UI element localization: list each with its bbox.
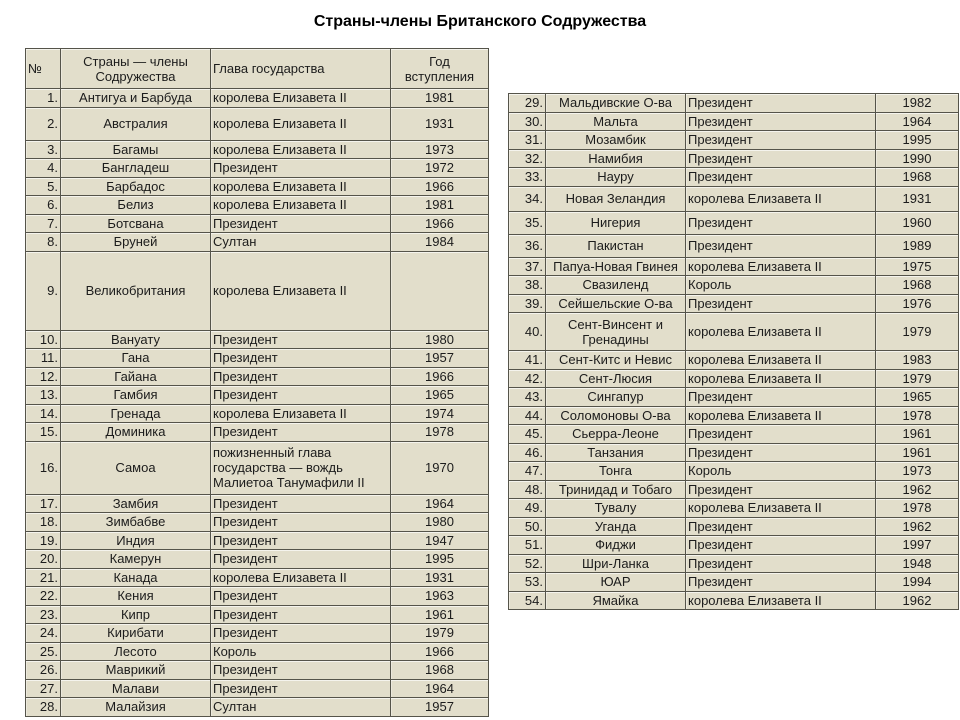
- row-number-cell: 44.: [509, 406, 546, 425]
- year-cell: 1931: [876, 186, 959, 211]
- table-row: [509, 517, 959, 536]
- head-of-state-cell: Султан: [211, 233, 391, 252]
- head-of-state-cell: Президент: [211, 679, 391, 698]
- country-cell: Мозамбик: [546, 131, 686, 150]
- head-of-state-cell: Президент: [686, 517, 876, 536]
- year-cell: 1974: [391, 404, 489, 423]
- country-cell: Зимбабве: [61, 513, 211, 532]
- table-row: [509, 369, 959, 388]
- row-number-cell: 50.: [509, 517, 546, 536]
- table-row: [509, 573, 959, 592]
- head-of-state-cell: королева Елизавета II: [211, 196, 391, 215]
- column-header-year: Год вступления: [391, 49, 489, 89]
- country-cell: Фиджи: [546, 536, 686, 555]
- row-number-cell: 21.: [26, 568, 61, 587]
- country-cell: Маврикий: [61, 661, 211, 680]
- country-cell: Сьерра-Леоне: [546, 425, 686, 444]
- country-cell: Бруней: [61, 233, 211, 252]
- head-of-state-cell: Президент: [211, 159, 391, 178]
- country-cell: Папуа-Новая Гвинея: [546, 257, 686, 276]
- year-cell: 1966: [391, 367, 489, 386]
- row-number-cell: 49.: [509, 499, 546, 518]
- head-of-state-cell: Президент: [211, 349, 391, 368]
- row-number-cell: 14.: [26, 404, 61, 423]
- page-title: Страны-члены Британского Содружества: [313, 13, 647, 30]
- year-cell: 1960: [876, 211, 959, 234]
- country-cell: Малави: [61, 679, 211, 698]
- year-cell: [391, 251, 489, 330]
- country-cell: Кирибати: [61, 624, 211, 643]
- table-row: [509, 149, 959, 168]
- year-cell: 1978: [876, 499, 959, 518]
- head-of-state-cell: королева Елизавета II: [211, 107, 391, 140]
- country-cell: Малайзия: [61, 698, 211, 717]
- head-of-state-cell: Президент: [686, 536, 876, 555]
- head-of-state-cell: Президент: [686, 554, 876, 573]
- country-cell: Гамбия: [61, 386, 211, 405]
- table-row: [26, 441, 489, 494]
- head-of-state-cell: Президент: [211, 214, 391, 233]
- head-of-state-cell: королева Елизавета II: [211, 177, 391, 196]
- country-cell: Камерун: [61, 550, 211, 569]
- country-cell: Сент-Китс и Невис: [546, 351, 686, 370]
- row-number-cell: 10.: [26, 330, 61, 349]
- row-number-cell: 52.: [509, 554, 546, 573]
- row-number-cell: 39.: [509, 294, 546, 313]
- year-cell: 1990: [876, 149, 959, 168]
- header-row: [26, 49, 489, 89]
- year-cell: 1961: [876, 425, 959, 444]
- country-cell: Новая Зеландия: [546, 186, 686, 211]
- head-of-state-cell: королева Елизавета II: [686, 406, 876, 425]
- head-of-state-cell: Президент: [686, 211, 876, 234]
- table-row: [26, 251, 489, 330]
- country-cell: Бангладеш: [61, 159, 211, 178]
- year-cell: 1983: [876, 351, 959, 370]
- year-cell: 1972: [391, 159, 489, 178]
- head-of-state-cell: Президент: [686, 168, 876, 187]
- row-number-cell: 40.: [509, 313, 546, 351]
- head-of-state-cell: Президент: [686, 573, 876, 592]
- row-number-cell: 41.: [509, 351, 546, 370]
- head-of-state-cell: Король: [211, 642, 391, 661]
- year-cell: 1966: [391, 642, 489, 661]
- table-row: [26, 624, 489, 643]
- head-of-state-cell: Президент: [686, 480, 876, 499]
- year-cell: 1962: [876, 480, 959, 499]
- head-of-state-cell: Президент: [211, 605, 391, 624]
- year-cell: 1964: [876, 112, 959, 131]
- row-number-cell: 32.: [509, 149, 546, 168]
- table-row: [509, 313, 959, 351]
- row-number-cell: 27.: [26, 679, 61, 698]
- country-cell: Антигуа и Барбуда: [61, 89, 211, 108]
- country-cell: Белиз: [61, 196, 211, 215]
- year-cell: 1984: [391, 233, 489, 252]
- table-row: [26, 513, 489, 532]
- table-row: [509, 388, 959, 407]
- country-cell: Танзания: [546, 443, 686, 462]
- year-cell: 1975: [876, 257, 959, 276]
- head-of-state-cell: Президент: [211, 531, 391, 550]
- country-cell: Лесото: [61, 642, 211, 661]
- year-cell: 1931: [391, 107, 489, 140]
- country-cell: Намибия: [546, 149, 686, 168]
- head-of-state-cell: королева Елизавета II: [211, 251, 391, 330]
- country-cell: Кипр: [61, 605, 211, 624]
- year-cell: 1962: [876, 517, 959, 536]
- head-of-state-cell: Президент: [211, 423, 391, 442]
- table-row: [26, 107, 489, 140]
- year-cell: 1961: [876, 443, 959, 462]
- row-number-cell: 16.: [26, 441, 61, 494]
- row-number-cell: 46.: [509, 443, 546, 462]
- country-cell: Багамы: [61, 140, 211, 159]
- table-row: [26, 349, 489, 368]
- table-row: [509, 234, 959, 257]
- row-number-cell: 54.: [509, 591, 546, 610]
- year-cell: 1931: [391, 568, 489, 587]
- year-cell: 1965: [391, 386, 489, 405]
- head-of-state-cell: Президент: [686, 443, 876, 462]
- row-number-cell: 35.: [509, 211, 546, 234]
- year-cell: 1980: [391, 513, 489, 532]
- head-of-state-cell: Президент: [211, 587, 391, 606]
- year-cell: 1978: [391, 423, 489, 442]
- country-cell: Австралия: [61, 107, 211, 140]
- year-cell: 1989: [876, 234, 959, 257]
- country-cell: Индия: [61, 531, 211, 550]
- row-number-cell: 7.: [26, 214, 61, 233]
- row-number-cell: 11.: [26, 349, 61, 368]
- country-cell: Свазиленд: [546, 276, 686, 295]
- head-of-state-cell: королева Елизавета II: [211, 404, 391, 423]
- column-header-country: Страны — члены Содружества: [61, 49, 211, 89]
- row-number-cell: 4.: [26, 159, 61, 178]
- table-row: [26, 679, 489, 698]
- table-row: [26, 386, 489, 405]
- head-of-state-cell: пожизненный глава государства — вождь Малиетоа Танумафили II: [211, 441, 391, 494]
- country-cell: Нигерия: [546, 211, 686, 234]
- head-of-state-cell: Президент: [211, 550, 391, 569]
- country-cell: Сейшельские О-ва: [546, 294, 686, 313]
- row-number-cell: 6.: [26, 196, 61, 215]
- year-cell: 1995: [391, 550, 489, 569]
- country-cell: Ямайка: [546, 591, 686, 610]
- year-cell: 1948: [876, 554, 959, 573]
- year-cell: 1979: [876, 369, 959, 388]
- row-number-cell: 53.: [509, 573, 546, 592]
- head-of-state-cell: Президент: [686, 131, 876, 150]
- table-row: [509, 294, 959, 313]
- country-cell: Вануату: [61, 330, 211, 349]
- row-number-cell: 5.: [26, 177, 61, 196]
- year-cell: 1968: [391, 661, 489, 680]
- table-row: [26, 587, 489, 606]
- row-number-cell: 9.: [26, 251, 61, 330]
- year-cell: 1964: [391, 679, 489, 698]
- table-row: [26, 423, 489, 442]
- table-row: [509, 406, 959, 425]
- year-cell: 1947: [391, 531, 489, 550]
- table-row: [509, 112, 959, 131]
- head-of-state-cell: Султан: [211, 698, 391, 717]
- table-row: [26, 140, 489, 159]
- head-of-state-cell: Президент: [211, 330, 391, 349]
- country-cell: Пакистан: [546, 234, 686, 257]
- table-row: [26, 494, 489, 513]
- year-cell: 1968: [876, 276, 959, 295]
- country-cell: Великобритания: [61, 251, 211, 330]
- row-number-cell: 17.: [26, 494, 61, 513]
- row-number-cell: 1.: [26, 89, 61, 108]
- row-number-cell: 24.: [26, 624, 61, 643]
- head-of-state-cell: Президент: [686, 94, 876, 113]
- table-row: [509, 211, 959, 234]
- row-number-cell: 8.: [26, 233, 61, 252]
- year-cell: 1968: [876, 168, 959, 187]
- country-cell: Гайана: [61, 367, 211, 386]
- head-of-state-cell: Президент: [686, 234, 876, 257]
- table-row: [26, 233, 489, 252]
- head-of-state-cell: Президент: [211, 367, 391, 386]
- year-cell: 1966: [391, 177, 489, 196]
- country-cell: Мальдивские О-ва: [546, 94, 686, 113]
- table-row: [509, 462, 959, 481]
- table-row: [509, 186, 959, 211]
- row-number-cell: 28.: [26, 698, 61, 717]
- row-number-cell: 29.: [509, 94, 546, 113]
- year-cell: 1997: [876, 536, 959, 555]
- head-of-state-cell: королева Елизавета II: [211, 140, 391, 159]
- year-cell: 1981: [391, 196, 489, 215]
- year-cell: 1979: [391, 624, 489, 643]
- year-cell: 1994: [876, 573, 959, 592]
- head-of-state-cell: Президент: [211, 513, 391, 532]
- head-of-state-cell: Президент: [686, 149, 876, 168]
- year-cell: 1963: [391, 587, 489, 606]
- country-cell: Доминика: [61, 423, 211, 442]
- table-row: [509, 499, 959, 518]
- table-row: [26, 159, 489, 178]
- year-cell: 1970: [391, 441, 489, 494]
- head-of-state-cell: Король: [686, 276, 876, 295]
- table-row: [26, 661, 489, 680]
- year-cell: 1982: [876, 94, 959, 113]
- row-number-cell: 38.: [509, 276, 546, 295]
- year-cell: 1979: [876, 313, 959, 351]
- head-of-state-cell: Президент: [211, 386, 391, 405]
- table-row: [26, 330, 489, 349]
- country-cell: Сент-Винсент и Гренадины: [546, 313, 686, 351]
- year-cell: 1981: [391, 89, 489, 108]
- country-cell: Шри-Ланка: [546, 554, 686, 573]
- table-row: [509, 591, 959, 610]
- head-of-state-cell: королева Елизавета II: [686, 369, 876, 388]
- table-row: [509, 94, 959, 113]
- row-number-cell: 47.: [509, 462, 546, 481]
- year-cell: 1957: [391, 698, 489, 717]
- year-cell: 1964: [391, 494, 489, 513]
- row-number-cell: 13.: [26, 386, 61, 405]
- year-cell: 1961: [391, 605, 489, 624]
- row-number-cell: 43.: [509, 388, 546, 407]
- row-number-cell: 30.: [509, 112, 546, 131]
- country-cell: Сент-Люсия: [546, 369, 686, 388]
- table-row: [26, 568, 489, 587]
- row-number-cell: 23.: [26, 605, 61, 624]
- row-number-cell: 45.: [509, 425, 546, 444]
- table-row: [509, 536, 959, 555]
- column-header-number: №: [26, 49, 61, 89]
- row-number-cell: 19.: [26, 531, 61, 550]
- head-of-state-cell: королева Елизавета II: [211, 89, 391, 108]
- country-cell: Канада: [61, 568, 211, 587]
- table-row: [26, 550, 489, 569]
- head-of-state-cell: Президент: [686, 425, 876, 444]
- head-of-state-cell: Президент: [686, 112, 876, 131]
- row-number-cell: 20.: [26, 550, 61, 569]
- head-of-state-cell: Президент: [211, 661, 391, 680]
- table-row: [509, 480, 959, 499]
- head-of-state-cell: королева Елизавета II: [686, 257, 876, 276]
- year-cell: 1957: [391, 349, 489, 368]
- table-row: [26, 698, 489, 717]
- table-row: [509, 351, 959, 370]
- row-number-cell: 33.: [509, 168, 546, 187]
- row-number-cell: 26.: [26, 661, 61, 680]
- table-row: [26, 89, 489, 108]
- year-cell: 1978: [876, 406, 959, 425]
- row-number-cell: 48.: [509, 480, 546, 499]
- table-row: [509, 554, 959, 573]
- table-row: [509, 257, 959, 276]
- row-number-cell: 42.: [509, 369, 546, 388]
- country-cell: Гренада: [61, 404, 211, 423]
- head-of-state-cell: королева Елизавета II: [686, 499, 876, 518]
- table-row: [26, 605, 489, 624]
- head-of-state-cell: Король: [686, 462, 876, 481]
- head-of-state-cell: королева Елизавета II: [686, 186, 876, 211]
- table-row: [509, 425, 959, 444]
- country-cell: Кения: [61, 587, 211, 606]
- table-row: [26, 177, 489, 196]
- row-number-cell: 51.: [509, 536, 546, 555]
- table-row: [509, 276, 959, 295]
- head-of-state-cell: королева Елизавета II: [686, 351, 876, 370]
- country-cell: Барбадос: [61, 177, 211, 196]
- commonwealth-table-right: [508, 93, 959, 610]
- year-cell: 1966: [391, 214, 489, 233]
- country-cell: Тринидад и Тобаго: [546, 480, 686, 499]
- country-cell: Мальта: [546, 112, 686, 131]
- year-cell: 1965: [876, 388, 959, 407]
- table-row: [26, 196, 489, 215]
- country-cell: Самоа: [61, 441, 211, 494]
- table-row: [509, 443, 959, 462]
- row-number-cell: 18.: [26, 513, 61, 532]
- year-cell: 1976: [876, 294, 959, 313]
- year-cell: 1995: [876, 131, 959, 150]
- table-row: [26, 214, 489, 233]
- row-number-cell: 2.: [26, 107, 61, 140]
- head-of-state-cell: Президент: [686, 294, 876, 313]
- country-cell: Замбия: [61, 494, 211, 513]
- table-row: [26, 642, 489, 661]
- row-number-cell: 3.: [26, 140, 61, 159]
- column-header-head-of-state: Глава государства: [211, 49, 391, 89]
- year-cell: 1973: [391, 140, 489, 159]
- row-number-cell: 15.: [26, 423, 61, 442]
- head-of-state-cell: Президент: [211, 494, 391, 513]
- row-number-cell: 34.: [509, 186, 546, 211]
- country-cell: Соломоновы О-ва: [546, 406, 686, 425]
- year-cell: 1962: [876, 591, 959, 610]
- country-cell: Сингапур: [546, 388, 686, 407]
- head-of-state-cell: Президент: [211, 624, 391, 643]
- head-of-state-cell: королева Елизавета II: [686, 591, 876, 610]
- row-number-cell: 31.: [509, 131, 546, 150]
- commonwealth-table-left: [25, 48, 489, 717]
- country-cell: ЮАР: [546, 573, 686, 592]
- head-of-state-cell: королева Елизавета II: [211, 568, 391, 587]
- year-cell: 1980: [391, 330, 489, 349]
- country-cell: Тонга: [546, 462, 686, 481]
- country-cell: Уганда: [546, 517, 686, 536]
- table-row: [509, 131, 959, 150]
- year-cell: 1973: [876, 462, 959, 481]
- country-cell: Ботсвана: [61, 214, 211, 233]
- row-number-cell: 22.: [26, 587, 61, 606]
- table-row: [509, 168, 959, 187]
- row-number-cell: 37.: [509, 257, 546, 276]
- head-of-state-cell: королева Елизавета II: [686, 313, 876, 351]
- table-row: [26, 404, 489, 423]
- head-of-state-cell: Президент: [686, 388, 876, 407]
- table-row: [26, 367, 489, 386]
- country-cell: Гана: [61, 349, 211, 368]
- row-number-cell: 12.: [26, 367, 61, 386]
- table-row: [26, 531, 489, 550]
- country-cell: Науру: [546, 168, 686, 187]
- country-cell: Тувалу: [546, 499, 686, 518]
- row-number-cell: 25.: [26, 642, 61, 661]
- row-number-cell: 36.: [509, 234, 546, 257]
